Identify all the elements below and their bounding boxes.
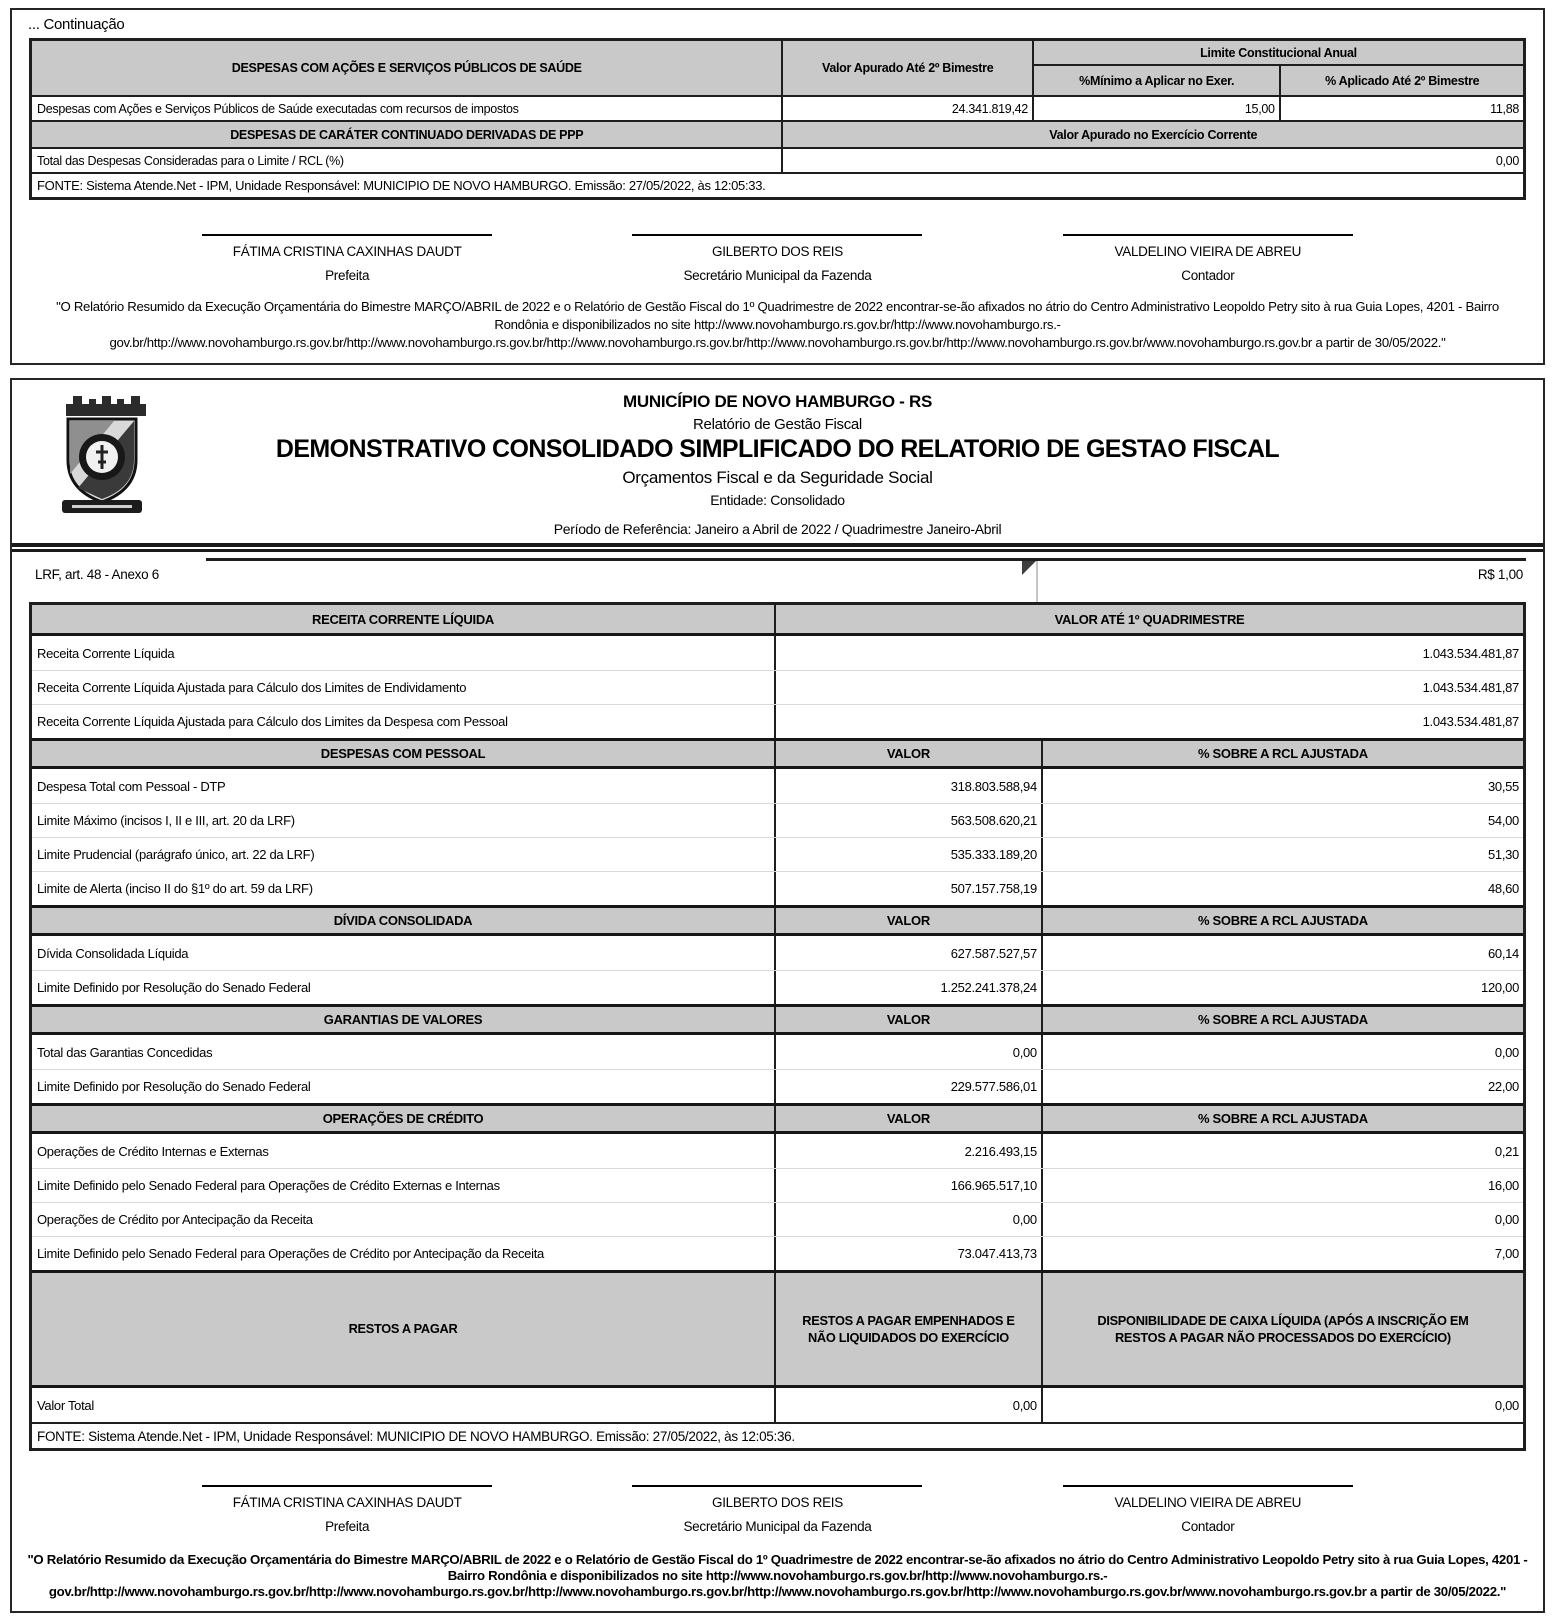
section-header-restos (32, 1270, 1523, 1388)
signer-name: GILBERTO DOS REIS (712, 1495, 843, 1511)
signature-line (202, 234, 492, 236)
signer-title: Prefeita (325, 268, 370, 283)
column-header-pct: % SOBRE A RCL AJUSTADA (1197, 746, 1368, 762)
table-row (32, 1202, 1523, 1236)
table-row (32, 1388, 1523, 1422)
signer-title: Prefeita (325, 1519, 370, 1535)
row-value: 1.043.534.481,87 (1422, 645, 1519, 661)
row-pct: 0,00 (1494, 1044, 1519, 1060)
row-label: Limite Definido pelo Senado Federal para Operações de Crédito Externas e Internas (32, 1169, 776, 1202)
signer-name: VALDELINO VIEIRA DE ABREU (1114, 1495, 1302, 1511)
row-label: Limite de Alerta (inciso II do §1º do art. 59 da LRF) (32, 872, 776, 905)
section-title: GARANTIAS DE VALORES (32, 1007, 776, 1032)
section-title: DÍVIDA CONSOLIDADA (32, 908, 776, 933)
row-value: 318.803.588,94 (776, 769, 1043, 803)
table-row (32, 95, 1523, 120)
table-row (32, 1236, 1523, 1270)
row-value: 2.216.493,15 (776, 1134, 1043, 1168)
signature-contador (993, 234, 1423, 283)
row-value: 1.252.241.378,24 (776, 971, 1043, 1004)
signature-line (1063, 1485, 1353, 1487)
municipal-coat-of-arms (58, 388, 146, 519)
signer-name: FÁTIMA CRISTINA CAXINHAS DAUDT (232, 244, 462, 259)
table-row (32, 670, 1523, 704)
row-pct: 60,14 (1487, 945, 1519, 961)
continuation-section (10, 8, 1545, 365)
column-header-valor: VALOR (776, 1106, 1043, 1131)
row-pct: 48,60 (1487, 881, 1519, 897)
column-header-valor: VALOR (776, 908, 1043, 933)
table-row (32, 704, 1523, 738)
table-row (32, 147, 1523, 172)
report-header (12, 380, 1543, 537)
signature-line (632, 234, 922, 236)
signature-block-top (12, 234, 1543, 283)
signature-line (632, 1485, 922, 1487)
row-label: Dívida Consolidada Líquida (32, 936, 776, 970)
entity-label: Entidade: Consolidado (710, 492, 845, 509)
fiscal-summary-table (29, 602, 1526, 1451)
lrf-annex-strip (29, 558, 1526, 594)
row-label: Limite Prudencial (parágrafo único, art. 22 da LRF) (32, 838, 776, 871)
ppp-total-valor: 0,00 (1495, 153, 1519, 168)
table-row (32, 970, 1523, 1004)
row-value: 1.043.534.481,87 (1422, 714, 1519, 730)
row-label: Limite Definido por Resolução do Senado Federal (32, 1070, 776, 1103)
health-table-header (32, 41, 1523, 95)
table-row (32, 1069, 1523, 1103)
row-pct: 30,55 (1487, 778, 1519, 794)
signature-secretario (562, 1485, 992, 1534)
row-label: Total das Garantias Concedidas (32, 1035, 776, 1069)
section-header-garantias (32, 1004, 1523, 1035)
signature-secretario (562, 234, 992, 283)
column-header-valor: VALOR (776, 1007, 1043, 1032)
report-section (10, 378, 1545, 1613)
signature-line (202, 1485, 492, 1487)
health-col-minimo: %Mínimo a Aplicar no Exer. (1034, 66, 1281, 95)
lrf-divider (1036, 561, 1038, 602)
row-pct: 54,00 (1487, 813, 1519, 829)
section-title: RESTOS A PAGAR (32, 1273, 776, 1385)
row-value: 0,00 (776, 1388, 1043, 1422)
publication-notice-bold: "O Relatório Resumido da Execução Orçamentária do Bimestre MARÇO/ABRIL de 2022 e o Relatório de Gestão Fiscal do 1º Quadrimestre de 2022 encontrar-se-ão afixados no átrio do Centro Administrativo Leopoldo Petry sito à rua Guia Lopes, 4201 - Bairro Rondônia e disponibilizados no site http://www.novohamburgo.rs.gov.br/http://www.novohamburgo.rs.-gov.br/http://www.novohamburgo.rs.gov.br/http://www.novohamburgo.rs.gov.br/http://www.novohamburgo.rs.gov.br/http://www.novohamburgo.rs.gov.br/http://www.novohamburgo.rs.gov.br/www.novohamburgo.rs.gov.br a partir de 30/05/2022." (27, 1552, 1528, 1599)
report-subtitle: Orçamentos Fiscal e da Seguridade Social (622, 468, 933, 488)
row-pct: 0,21 (1494, 1143, 1519, 1159)
row-value: 507.157.758,19 (776, 872, 1043, 905)
double-rule-divider (12, 543, 1543, 552)
row-value: 0,00 (776, 1203, 1043, 1236)
municipality-name: MUNICÍPIO DE NOVO HAMBURGO - RS (623, 392, 932, 412)
row-label: Receita Corrente Líquida Ajustada para Cálculo dos Limites da Despesa com Pessoal (32, 705, 776, 738)
row-pct: 0,00 (1494, 1212, 1519, 1228)
lrf-top-rule (206, 558, 1526, 561)
health-limite-group-label: Limite Constitucional Anual (1034, 41, 1523, 66)
row-value: 166.965.517,10 (776, 1169, 1043, 1202)
health-table-title: DESPESAS COM AÇÕES E SERVIÇOS PÚBLICOS DE SAÚDE (32, 41, 783, 95)
row-label: Limite Definido pelo Senado Federal para Operações de Crédito por Antecipação da Receita (32, 1237, 776, 1270)
signer-title: Contador (1181, 1519, 1235, 1535)
health-expenses-table (29, 38, 1526, 200)
row-label: Receita Corrente Líquida Ajustada para Cálculo dos Limites de Endividamento (32, 671, 776, 704)
health-row-label: Despesas com Ações e Serviços Públicos de Saúde executadas com recursos de impostos (32, 97, 783, 120)
health-row-minimo: 15,00 (1034, 97, 1281, 120)
column-header-pct: % SOBRE A RCL AJUSTADA (1197, 1111, 1368, 1127)
health-col-aplicado: % Aplicado Até 2º Bimestre (1325, 73, 1480, 88)
row-pct: 0,00 (1494, 1397, 1519, 1413)
row-label: Receita Corrente Líquida (32, 636, 776, 670)
table-row (32, 936, 1523, 970)
section-header-divida (32, 905, 1523, 936)
row-label: Limite Máximo (incisos I, II e III, art. 20 da LRF) (32, 804, 776, 837)
signature-block-bottom (12, 1485, 1543, 1534)
fonte-note: FONTE: Sistema Atende.Net - IPM, Unidade Responsável: MUNICIPIO DE NOVO HAMBURGO. Emissão: 27/05/2022, às 12:05:36. (32, 1422, 1523, 1448)
health-row-valor: 24.341.819,42 (783, 97, 1033, 120)
continuation-label: ... Continuação (28, 16, 125, 33)
table-row (32, 769, 1523, 803)
section-header-operacoes (32, 1103, 1523, 1134)
row-label: Limite Definido por Resolução do Senado Federal (32, 971, 776, 1004)
signer-name: GILBERTO DOS REIS (712, 244, 843, 259)
signature-contador (993, 1485, 1423, 1534)
health-limite-subcols (1034, 66, 1523, 95)
signature-line (1063, 234, 1353, 236)
ppp-total-label: Total das Despesas Consideradas para o Limite / RCL (%) (32, 149, 783, 172)
page-title: DEMONSTRATIVO CONSOLIDADO SIMPLIFICADO DO RELATORIO DE GESTAO FISCAL (275, 435, 1280, 464)
table-row (32, 1035, 1523, 1069)
row-label: Valor Total (32, 1388, 776, 1422)
section-title: RECEITA CORRENTE LÍQUIDA (32, 605, 776, 633)
column-header-valor-quadrimestre: VALOR ATÉ 1º QUADRIMESTRE (1054, 611, 1245, 627)
ppp-section-header (32, 120, 1523, 147)
row-pct: 51,30 (1487, 847, 1519, 863)
row-value: 563.508.620,21 (776, 804, 1043, 837)
row-pct: 16,00 (1487, 1178, 1519, 1194)
signer-title: Contador (1181, 268, 1235, 283)
health-col-limite-group (1034, 41, 1523, 95)
row-value: 73.047.413,73 (776, 1237, 1043, 1270)
health-col-valor-apurado: Valor Apurado Até 2º Bimestre (783, 41, 1033, 95)
row-value: 229.577.586,01 (776, 1070, 1043, 1103)
row-pct: 22,00 (1487, 1079, 1519, 1095)
row-label: Operações de Crédito por Antecipação da Receita (32, 1203, 776, 1236)
row-label: Operações de Crédito Internas e Externas (32, 1134, 776, 1168)
table-row (32, 636, 1523, 670)
report-type: Relatório de Gestão Fiscal (693, 416, 862, 434)
section-header-pessoal (32, 738, 1523, 769)
column-header-pct: % SOBRE A RCL AJUSTADA (1197, 1012, 1368, 1028)
signer-name: VALDELINO VIEIRA DE ABREU (1114, 244, 1302, 259)
health-row-aplicado: 11,88 (1490, 101, 1519, 116)
row-value: 627.587.527,57 (776, 936, 1043, 970)
row-pct: 7,00 (1494, 1246, 1519, 1262)
signer-name: FÁTIMA CRISTINA CAXINHAS DAUDT (232, 1495, 462, 1511)
row-value: 0,00 (776, 1035, 1043, 1069)
signature-prefeita (132, 234, 562, 283)
fonte-note: FONTE: Sistema Atende.Net - IPM, Unidade Responsável: MUNICIPIO DE NOVO HAMBURGO. Emissão: 27/05/2022, às 12:05:33. (32, 172, 1523, 197)
table-row (32, 803, 1523, 837)
column-header-disponibilidade-caixa: DISPONIBILIDADE DE CAIXA LÍQUIDA (APÓS A INSCRIÇÃO EM RESTOS A PAGAR NÃO PROCESSADOS DO EXERCÍCIO) (1097, 1312, 1469, 1346)
signer-title: Secretário Municipal da Fazenda (683, 1519, 872, 1535)
table-row (32, 871, 1523, 905)
signer-title: Secretário Municipal da Fazenda (683, 268, 872, 283)
publication-notice: "O Relatório Resumido da Execução Orçamentária do Bimestre MARÇO/ABRIL de 2022 e o Relatório de Gestão Fiscal do 1º Quadrimestre de 2022 encontrar-se-ão afixados no átrio do Centro Administrativo Leopoldo Petry sito à rua Guia Lopes, 4201 - Bairro Rondônia e disponibilizados no site http://www.novohamburgo.rs.gov.br/http://www.novohamburgo.rs.-gov.br/http://www.novohamburgo.rs.gov.br/http://www.novohamburgo.rs.gov.br/http://www.novohamburgo.rs.gov.br/http://www.novohamburgo.rs.gov.br/http://www.novohamburgo.rs.gov.br/www.novohamburgo.rs.gov.br a partir de 30/05/2022." (56, 299, 1499, 350)
section-title: OPERAÇÕES DE CRÉDITO (32, 1106, 776, 1131)
reference-period: Período de Referência: Janeiro a Abril de 2022 / Quadrimestre Janeiro-Abril (553, 521, 1002, 538)
table-row (32, 1168, 1523, 1202)
table-row (32, 837, 1523, 871)
section-header-rcl (32, 605, 1523, 636)
section-title: DESPESAS COM PESSOAL (32, 741, 776, 766)
row-value: 1.043.534.481,87 (1422, 680, 1519, 696)
column-header-valor: VALOR (776, 741, 1043, 766)
table-row (32, 1134, 1523, 1168)
row-pct: 120,00 (1481, 980, 1519, 996)
currency-unit-label: R$ 1,00 (1477, 567, 1523, 583)
lrf-annex-label: LRF, art. 48 - Anexo 6 (35, 567, 159, 583)
row-value: 535.333.189,20 (776, 838, 1043, 871)
column-header-pct: % SOBRE A RCL AJUSTADA (1197, 913, 1368, 929)
ppp-col-valor: Valor Apurado no Exercício Corrente (1049, 127, 1258, 142)
column-header-restos-empenhados: RESTOS A PAGAR EMPENHADOS E NÃO LIQUIDADOS DO EXERCÍCIO (776, 1273, 1043, 1385)
row-label: Despesa Total com Pessoal - DTP (32, 769, 776, 803)
fold-marker-icon (1022, 561, 1036, 575)
ppp-title: DESPESAS DE CARÁTER CONTINUADO DERIVADAS DE PPP (32, 122, 783, 147)
signature-prefeita (132, 1485, 562, 1534)
